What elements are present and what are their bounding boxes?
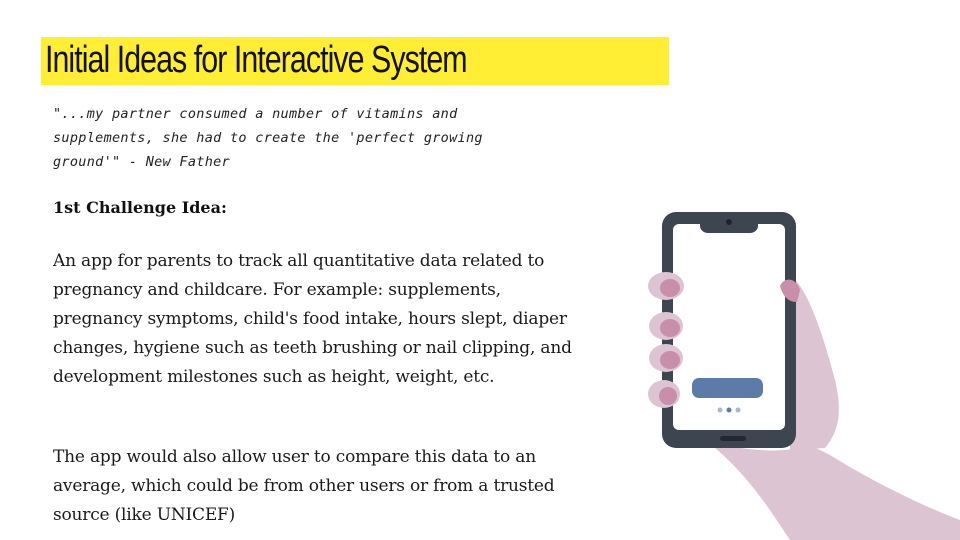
phone-screen: [673, 224, 785, 430]
page-dot-icon: [727, 408, 732, 413]
phone-in-hand-illustration: [620, 200, 960, 540]
hand-palm: [705, 440, 960, 540]
idea-description: An app for parents to track all quantitative data related to pregnancy and childcare. For example: supplements, pregnancy symptoms, child's food intake, hours slept, diaper changes, hygiene such as teeth brushing or nail clipping, and development milestones such as height, weight, etc.: [53, 251, 572, 387]
phone-notch: [700, 224, 758, 233]
screen-button: [692, 378, 763, 398]
page-dot-icon: [736, 408, 741, 413]
slide-title: Initial Ideas for Interactive System: [45, 39, 467, 81]
home-bar: [720, 436, 746, 441]
comparison-description: The app would also allow user to compare this data to an average, which could be from other users or from a trusted source (like UNICEF): [53, 447, 555, 525]
quote-text: "...my partner consumed a number of vitamins and supplements, she had to create the 'perfect growing ground'" - New Father: [53, 106, 483, 170]
challenge-heading: 1st Challenge Idea:: [53, 198, 227, 217]
page-dot-icon: [718, 408, 723, 413]
camera-icon: [726, 219, 732, 225]
title-highlight: [41, 37, 669, 85]
